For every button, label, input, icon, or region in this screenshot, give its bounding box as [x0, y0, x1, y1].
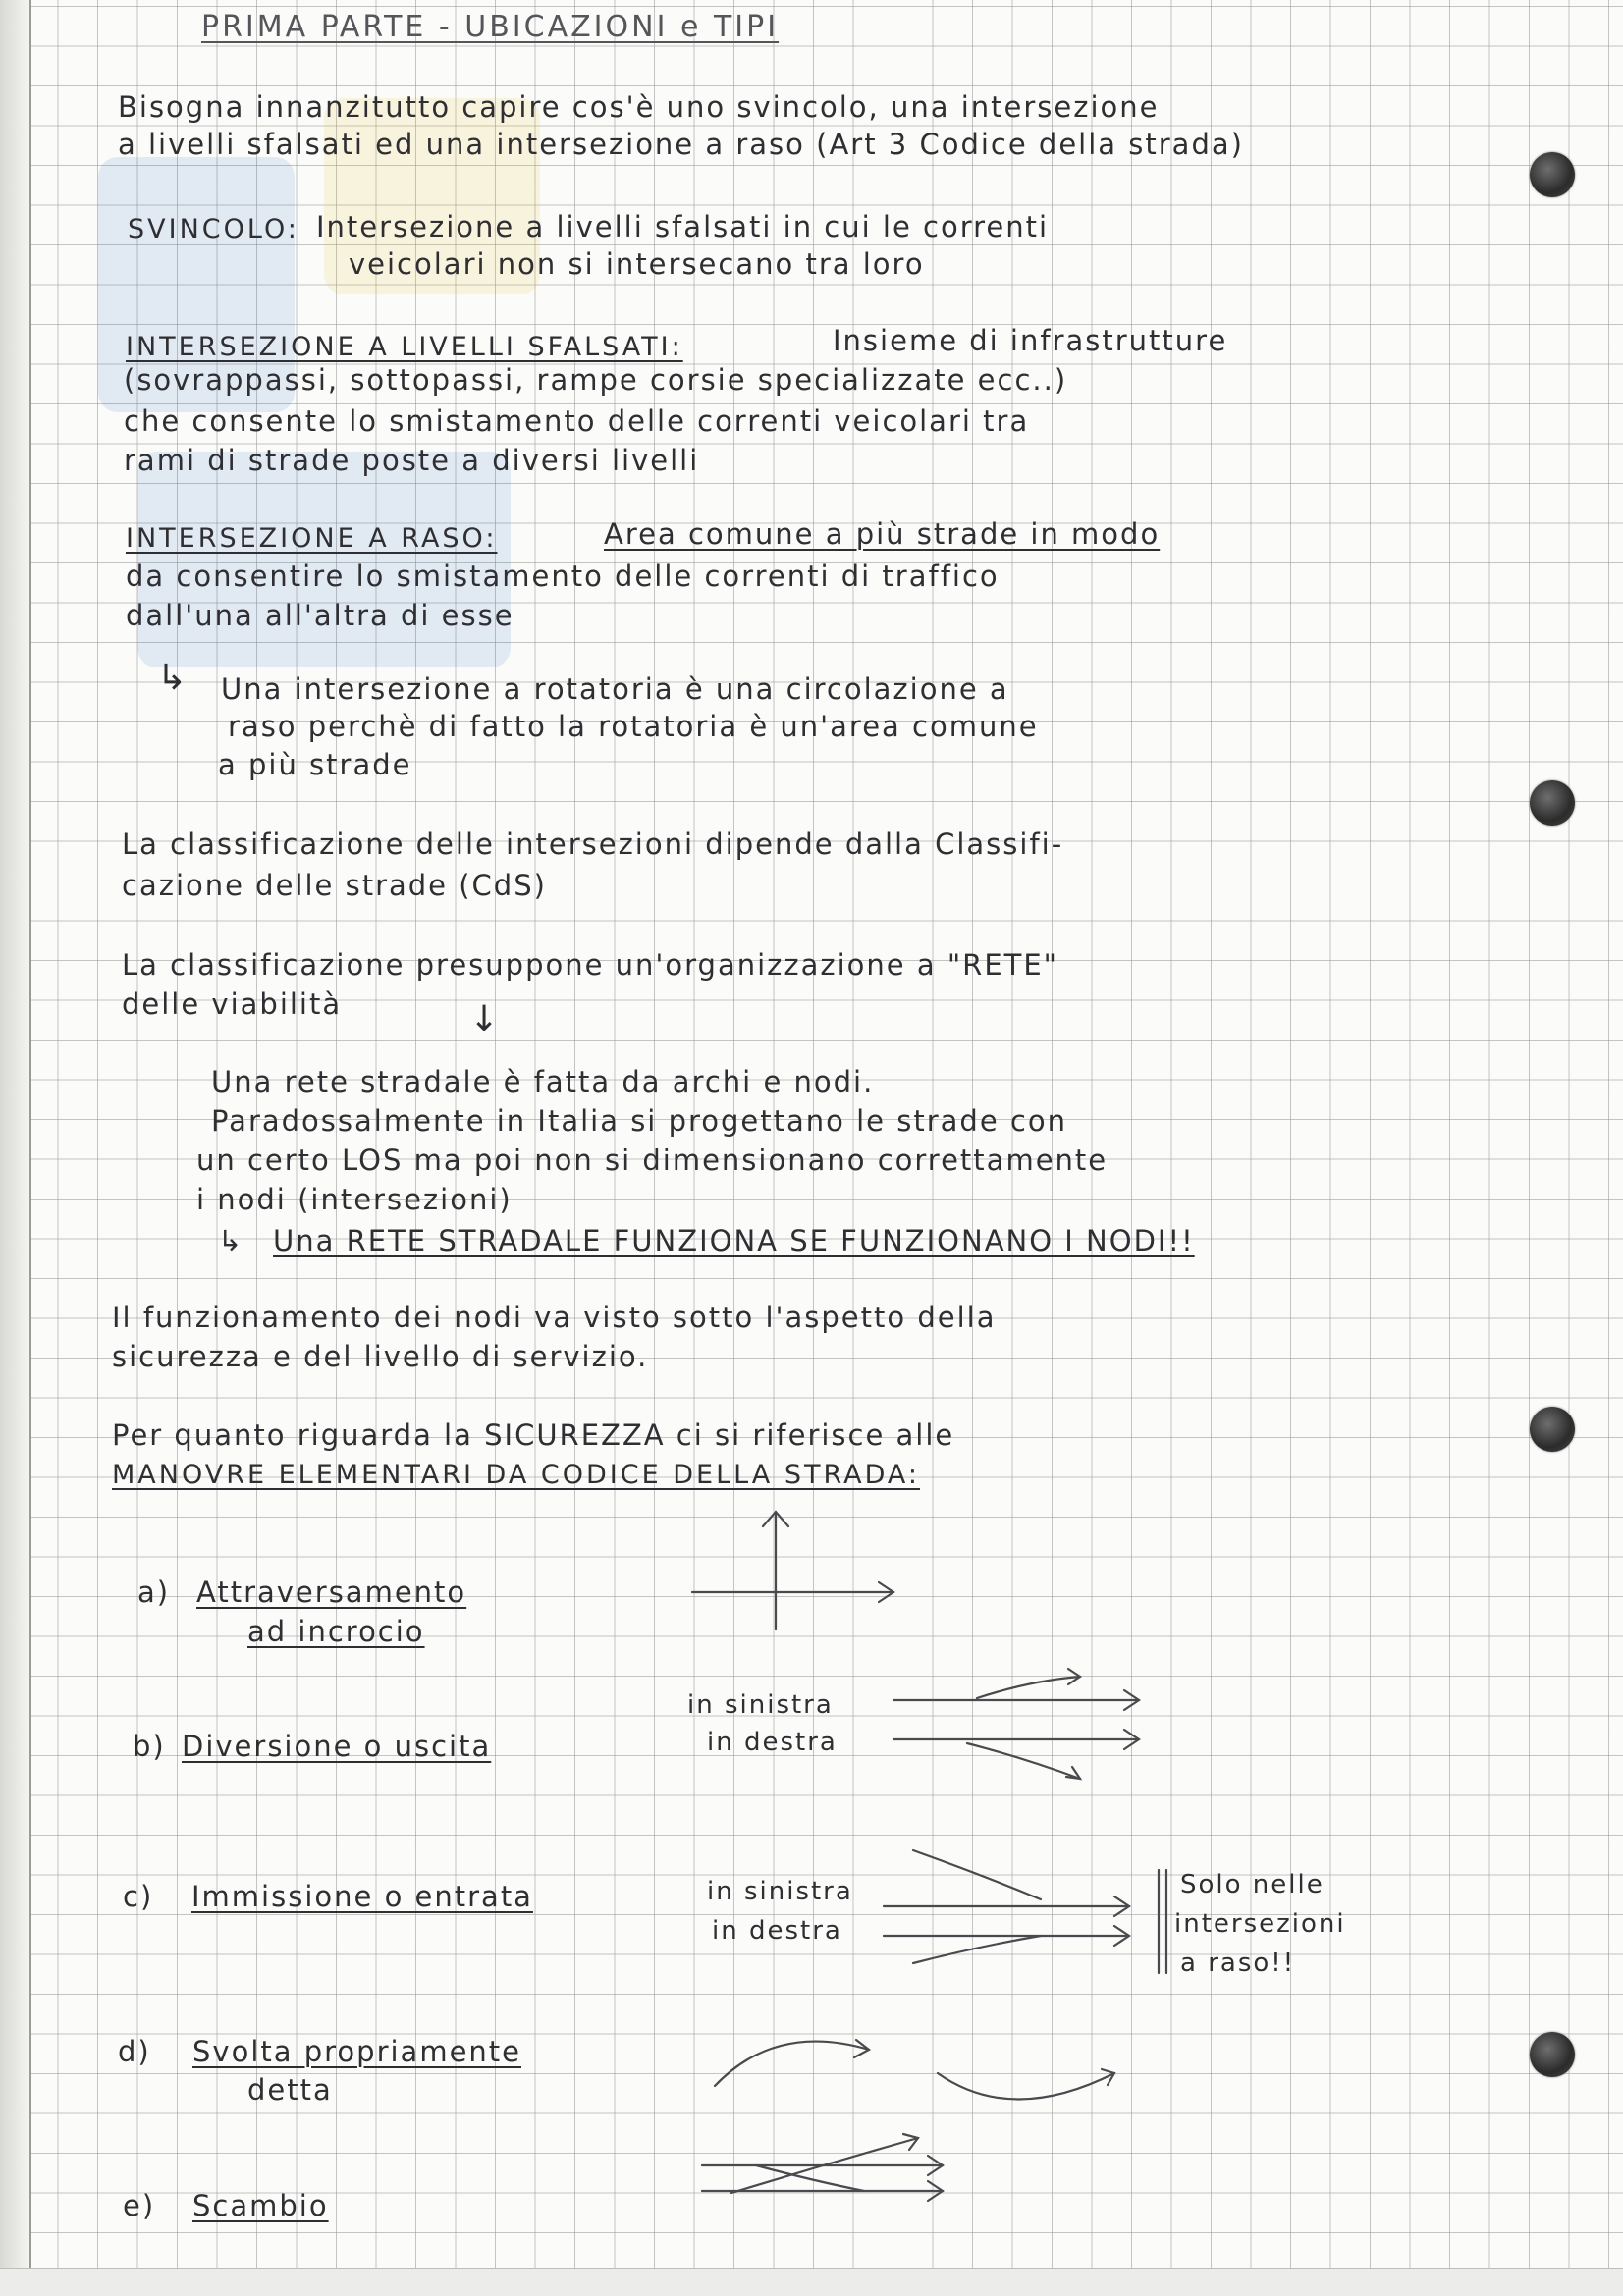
funzionamento-line-2: sicurezza e del livello di servizio. — [112, 1340, 649, 1373]
sicurezza-line-2: MANOVRE ELEMENTARI DA CODICE DELLA STRADA: — [112, 1460, 921, 1490]
sicurezza-line-1: Per quanto riguarda la SICUREZZA ci si riferisce alle — [112, 1418, 955, 1452]
manovra-d-label: d) — [118, 2035, 151, 2068]
page-title: PRIMA PARTE - UBICAZIONI e TIPI — [201, 10, 780, 44]
manovra-b-text: Diversione o uscita — [182, 1730, 492, 1763]
page-margin — [0, 0, 31, 2295]
manovra-c-note-2: intersezioni — [1174, 1909, 1346, 1939]
raso-note-1: Una intersezione a rotatoria è una circolazione a — [221, 672, 1009, 706]
manovra-d-text-1: Svolta propriamente — [192, 2035, 522, 2068]
manovra-a-label: a) — [137, 1575, 171, 1609]
manovra-b-label: b) — [133, 1730, 166, 1763]
livelli-sfalsati-line-4: rami di strade poste a diversi livelli — [124, 444, 700, 477]
livelli-sfalsati-term: INTERSEZIONE A LIVELLI SFALSATI: — [126, 332, 683, 362]
manovra-b-right: in destra — [707, 1728, 838, 1757]
raso-line-3: dall'una all'altra di esse — [126, 599, 514, 632]
page-bottom-edge — [0, 2268, 1623, 2296]
corner-arrow-icon: ↳ — [157, 658, 189, 698]
manovra-c-text: Immissione o entrata — [191, 1880, 533, 1913]
manovra-c-left: in sinistra — [707, 1877, 853, 1906]
svincolo-term: SVINCOLO: — [128, 214, 299, 244]
rete-conclusion-arrow-icon: ↳ — [218, 1224, 244, 1257]
manovra-d-text-2: detta — [247, 2073, 333, 2107]
manovra-e-text: Scambio — [192, 2189, 329, 2222]
intro-line-1: Bisogna innanzitutto capire cos'è uno svincolo, una intersezione — [118, 90, 1160, 124]
manovra-c-note-1: Solo nelle — [1180, 1870, 1325, 1899]
rete-conclusion: Una RETE STRADALE FUNZIONA SE FUNZIONANO I NODI!! — [273, 1224, 1195, 1257]
manovra-c-right: in destra — [712, 1916, 842, 1946]
manovra-e-label: e) — [123, 2189, 156, 2222]
binder-hole — [1530, 780, 1575, 826]
classificazione-line-2: cazione delle strade (CdS) — [122, 869, 547, 902]
binder-hole — [1530, 152, 1575, 197]
rete-paragraph-2: Paradossalmente in Italia si progettano le strade con — [211, 1104, 1067, 1138]
svincolo-line-1: Intersezione a livelli sfalsati in cui le correnti — [316, 210, 1050, 243]
classificazione-line-1: La classificazione delle intersezioni dipende dalla Classifi- — [122, 828, 1064, 861]
down-arrow-icon: ↓ — [469, 999, 502, 1040]
intro-line-2: a livelli sfalsati ed una intersezione a raso (Art 3 Codice della strada) — [118, 128, 1244, 161]
rete-paragraph-4: i nodi (intersezioni) — [196, 1183, 513, 1216]
rete-paragraph-1: Una rete stradale è fatta da archi e nodi. — [211, 1065, 875, 1098]
rete-line-2: delle viabilità — [122, 988, 343, 1021]
svincolo-line-2: veicolari non si intersecano tra loro — [349, 247, 925, 281]
manovra-b-left: in sinistra — [687, 1690, 834, 1720]
manovra-a-text-2: ad incrocio — [247, 1615, 425, 1648]
rete-line-1: La classificazione presuppone un'organizzazione a "RETE" — [122, 948, 1059, 982]
manovra-a-text-1: Attraversamento — [196, 1575, 467, 1609]
raso-note-2: raso perchè di fatto la rotatoria è un'area comune — [228, 710, 1039, 743]
livelli-sfalsati-line-3: che consente lo smistamento delle correnti veicolari tra — [124, 404, 1030, 438]
funzionamento-line-1: Il funzionamento dei nodi va visto sotto l'aspetto della — [112, 1301, 997, 1334]
raso-term: INTERSEZIONE A RASO: — [126, 523, 498, 554]
raso-note-3: a più strade — [218, 748, 412, 781]
livelli-sfalsati-line-2: (sovrappassi, sottopassi, rampe corsie specializzate ecc..) — [124, 363, 1068, 397]
livelli-sfalsati-line-1: Insieme di infrastrutture — [833, 324, 1228, 357]
manovra-c-label: c) — [123, 1880, 154, 1913]
raso-line-2: da consentire lo smistamento delle correnti di traffico — [126, 560, 1000, 593]
manovra-c-note-3: a raso!! — [1180, 1949, 1296, 1978]
binder-hole — [1530, 2032, 1575, 2077]
rete-paragraph-3: un certo LOS ma poi non si dimensionano correttamente — [196, 1144, 1109, 1177]
binder-hole — [1530, 1407, 1575, 1452]
raso-line-1: Area comune a più strade in modo — [604, 517, 1161, 551]
